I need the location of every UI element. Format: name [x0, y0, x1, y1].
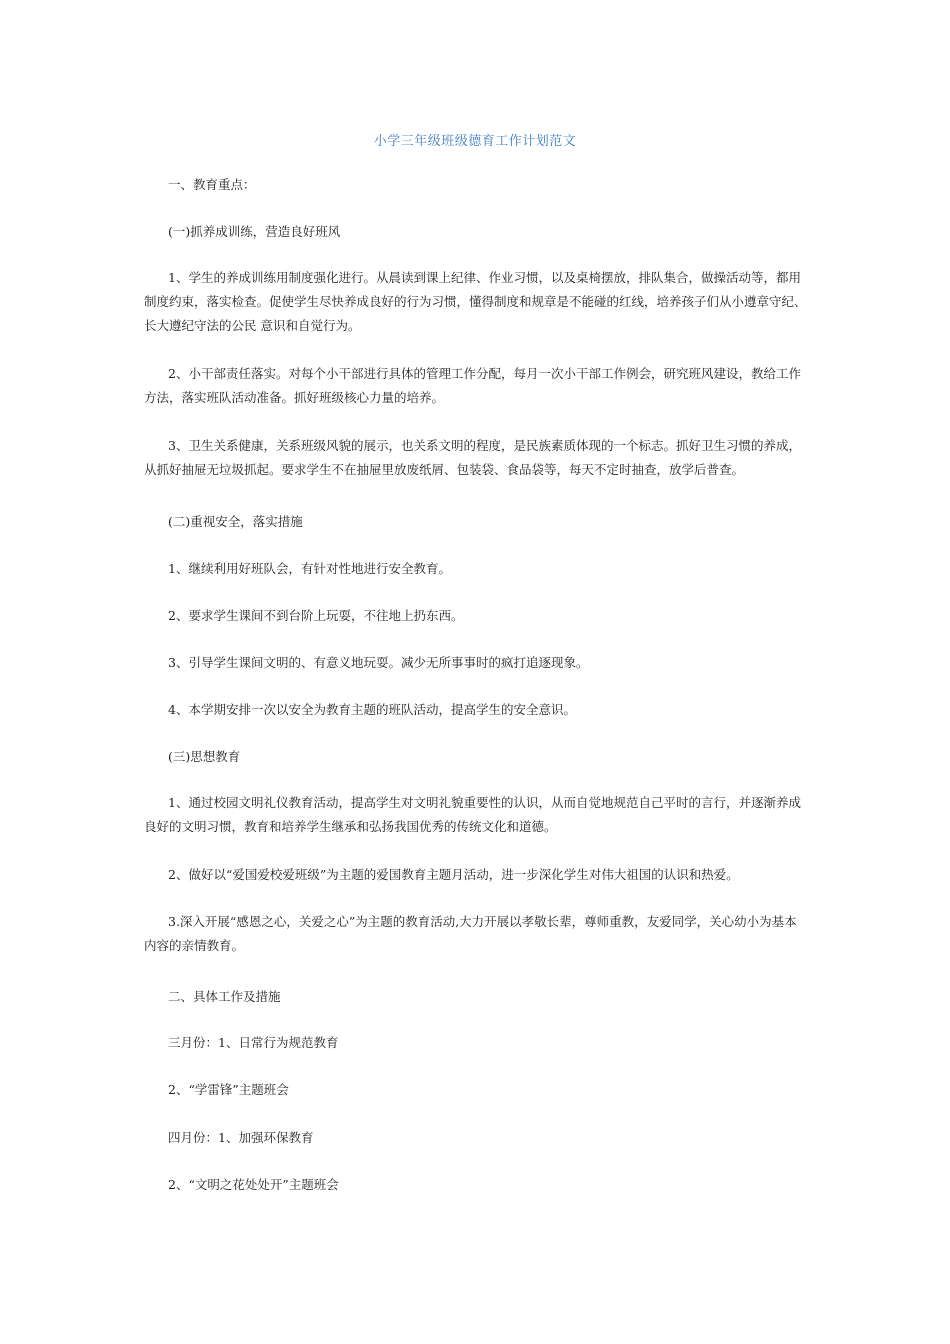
schedule-april-2: 2、“文明之花处处开”主题班会: [168, 1177, 339, 1192]
paragraph-3-2: 2、做好以“爱国爱校爱班级”为主题的爱国教育主题月活动，进一步深化学生对伟大祖国的认识和热爱。: [168, 867, 739, 882]
document-title: 小学三年级班级德育工作计划范文: [373, 134, 577, 149]
section-heading-2: 二、具体工作及措施: [168, 989, 281, 1004]
section-heading-1: 一、教育重点：: [168, 177, 256, 192]
paragraph-2-2: 2、要求学生课间不到台阶上玩耍，不往地上扔东西。: [168, 608, 464, 623]
subsection-heading-2: (二)重视安全，落实措施: [168, 514, 303, 529]
paragraph-1-1: 1、学生的养成训练用制度强化进行。从晨读到课上纪律、作业习惯，以及桌椅摆放，排队集合，做操活动等，都用制度约束，落实检查。促使学生尽快养成良好的行为习惯，懂得制度和规章是不能碰的红线，培养孩子们从小遵章守纪、长大遵纪守法的公民 意识和自觉行为。: [144, 270, 807, 333]
schedule-march-2: 2、“学雷锋”主题班会: [168, 1082, 289, 1097]
paragraph-2-1: 1、继续利用好班队会，有针对性地进行安全教育。: [168, 561, 451, 576]
paragraph-1-2: 2、小干部责任落实。对每个小干部进行具体的管理工作分配，每月一次小干部工作例会，研究班风建设，教给工作方法，落实班队活动准备。抓好班级核心力量的培养。: [144, 366, 801, 405]
paragraph-2-4: 4、本学期安排一次以安全为教育主题的班队活动，提高学生的安全意识。: [168, 702, 576, 717]
paragraph-1-3: 3、卫生关系健康，关系班级风貌的展示，也关系文明的程度，是民族素质体现的一个标志。抓好卫生习惯的养成，从抓好抽屉无垃圾抓起。要求学生不在抽屉里放废纸屑、包装袋、食品袋等，每天不定时抽查，放学后普查。: [144, 438, 801, 477]
subsection-heading-1: (一)抓养成训练，营造良好班风: [168, 224, 341, 239]
subsection-heading-3: (三)思想教育: [168, 749, 241, 764]
schedule-march-1: 三月份：1、日常行为规范教育: [168, 1035, 339, 1050]
paragraph-3-1: 1、通过校园文明礼仪教育活动，提高学生对文明礼貌重要性的认识，从而自觉地规范自己平时的言行，并逐渐养成良好的文明习惯，教育和培养学生继承和弘扬我国优秀的传统文化和道德。: [144, 795, 801, 834]
schedule-april-1: 四月份：1、加强环保教育: [168, 1130, 314, 1145]
paragraph-2-3: 3、引导学生课间文明的、有意义地玩耍。减少无所事事时的疯打追逐现象。: [168, 655, 589, 670]
paragraph-3-3: 3.深入开展“感恩之心，关爱之心”为主题的教育活动,大力开展以孝敬长辈，尊师重教，友爱同学，关心幼小为基本内容的亲情教育。: [144, 914, 797, 953]
